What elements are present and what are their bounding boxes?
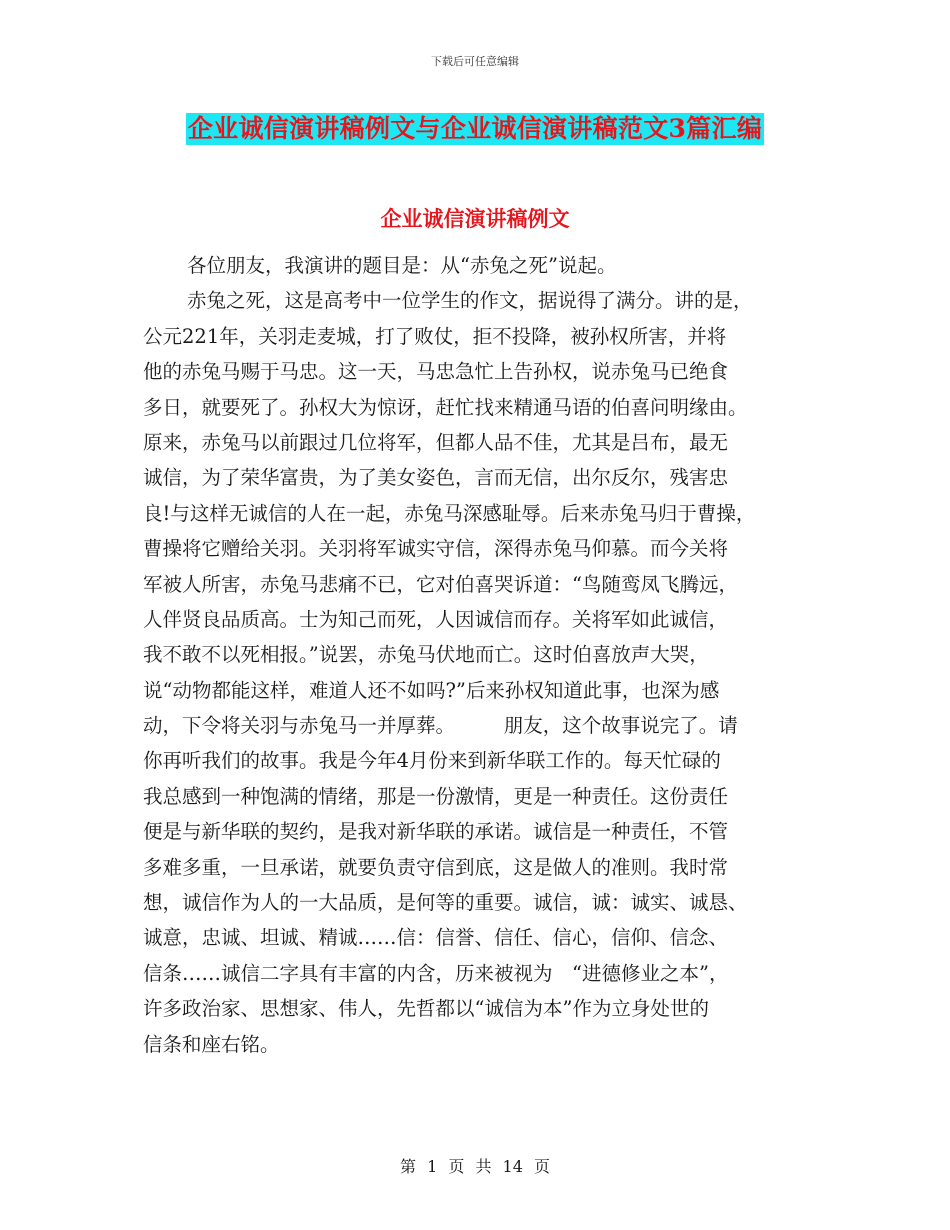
text-line: 多日，就要死了。孙权大为惊讶，赶忙找来精通马语的伯喜问明缘由。 xyxy=(143,395,748,419)
page-footer: 第 1 页 共 14 页 xyxy=(400,1157,550,1176)
text-line: 曹操将它赠给关羽。关羽将军诚实守信，深得赤兔马仰慕。而今关将 xyxy=(143,537,729,561)
text-line: 诚信，为了荣华富贵，为了美女姿色，言而无信，出尔反尔，残害忠 xyxy=(143,466,729,490)
text-line: 动，下令将关羽与赤兔马一并厚葬。 朋友，这个故事说完了。请 xyxy=(143,714,738,738)
text-line: 说“动物都能这样，难道人还不如吗?”后来孙权知道此事，也深为感 xyxy=(143,678,720,702)
text-line: 信条……诚信二字具有丰富的内含，历来被视为 “进德修业之本”， xyxy=(143,961,729,985)
text-line: 便是与新华联的契约，是我对新华联的承诺。诚信是一种责任，不管 xyxy=(143,820,729,844)
text-line: 诚意，忠诚、坦诚、精诚……信：信誉、信任、信心，信仰、信念、 xyxy=(143,926,729,950)
text-line: 各位朋友，我演讲的题目是：从“赤兔之死”说起。 xyxy=(187,254,617,277)
text-line: 信条和座右铭。 xyxy=(143,1032,280,1056)
text-line: 我不敢不以死相报。”说罢，赤兔马伏地而亡。这时伯喜放声大哭， xyxy=(143,643,709,667)
text-line: 军被人所害，赤兔马悲痛不已，它对伯喜哭诉道：“鸟随鸾凤飞腾远， xyxy=(143,572,738,596)
text-line: 想，诚信作为人的一大品质，是何等的重要。诚信，诚：诚实、诚恳、 xyxy=(143,891,748,915)
text-line: 公元221年，关羽走麦城，打了败仗，拒不投降，被孙权所害，并将 xyxy=(143,324,727,348)
header-note: 下载后可任意编辑 xyxy=(431,55,519,68)
text-line: 多难多重，一旦承诺，就要负责守信到底，这是做人的准则。我时常 xyxy=(143,855,729,879)
text-line: 许多政治家、思想家、伟人，先哲都以“诚信为本”作为立身处世的 xyxy=(143,997,709,1021)
text-line: 赤兔之死，这是高考中一位学生的作文，据说得了满分。讲的是， xyxy=(187,289,753,313)
text-line: 良!与这样无诚信的人在一起，赤兔马深感耻辱。后来赤兔马归于曹操， xyxy=(143,501,756,525)
main-title-container xyxy=(0,113,950,145)
section-title: 企业诚信演讲稿例文 xyxy=(380,206,570,231)
text-line: 你再听我们的故事。我是今年4月份来到新华联工作的。每天忙碌的 xyxy=(143,749,721,773)
text-line: 他的赤兔马赐于马忠。这一天，马忠急忙上告孙权，说赤兔马已绝食 xyxy=(143,360,729,384)
body-text xyxy=(143,248,818,1062)
text-line: 人伴贤良品质高。士为知己而死，人因诚信而存。关将军如此诚信， xyxy=(143,607,729,631)
text-line: 我总感到一种饱满的情绪，那是一份激情，更是一种责任。这份责任 xyxy=(143,784,729,808)
text-line: 原来，赤兔马以前跟过几位将军，但都人品不佳，尤其是吕布，最无 xyxy=(143,430,729,454)
main-title: 企业诚信演讲稿例文与企业诚信演讲稿范文3篇汇编 xyxy=(187,114,763,143)
